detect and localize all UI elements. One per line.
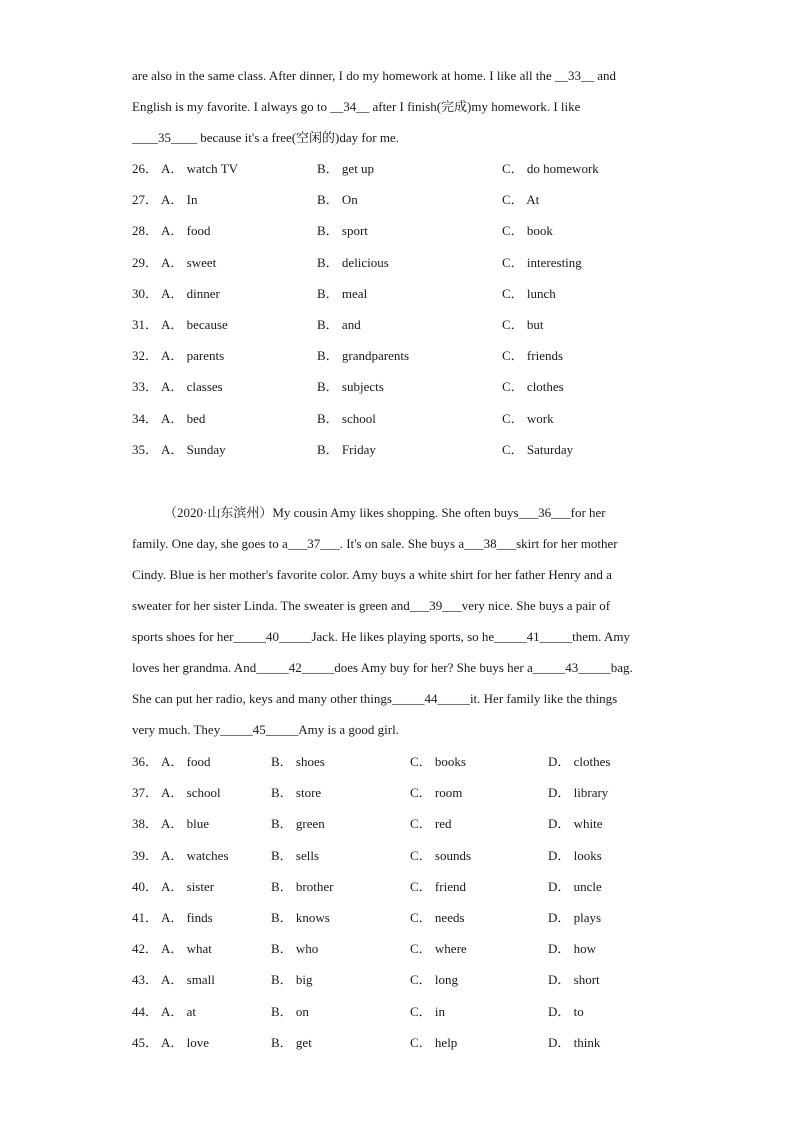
answer-blank: _____44_____ — [391, 691, 470, 706]
question-row — [132, 191, 752, 209]
option-c[interactable]: C． interesting — [502, 254, 582, 270]
passage-line — [132, 597, 610, 615]
answer-blank: ___37___ — [287, 536, 340, 551]
option-b[interactable]: B． On — [317, 192, 358, 208]
option-a[interactable]: A． small — [161, 972, 215, 988]
question-row — [132, 878, 752, 896]
passage-text: very nice. She buys a pair of — [461, 598, 611, 613]
option-c[interactable]: C． clothes — [502, 379, 564, 395]
option-b[interactable]: B． store — [271, 785, 322, 801]
option-a[interactable]: A． bed — [161, 410, 206, 426]
passage-text: family. One day, she goes to a — [132, 536, 288, 551]
question-row — [132, 784, 752, 802]
option-c[interactable]: C． book — [502, 223, 553, 239]
passage-line — [132, 566, 612, 584]
option-a[interactable]: A． blue — [161, 816, 210, 832]
passage-text: sports shoes for her — [132, 629, 234, 644]
question-row — [132, 815, 752, 833]
passage-text: Jack. He likes playing sports, so he — [311, 629, 495, 644]
option-a[interactable]: A． Sunday — [161, 441, 226, 457]
option-c[interactable]: C． but — [502, 317, 544, 332]
option-a[interactable]: A． food — [161, 223, 211, 239]
question-number: 45． — [132, 1034, 159, 1050]
answer-blank: ___38___ — [464, 536, 517, 551]
option-b[interactable]: B． grandparents — [317, 348, 410, 364]
question-number: 36． — [132, 754, 159, 769]
question-number: 26． — [132, 161, 159, 176]
option-a[interactable]: A． watch TV — [161, 161, 239, 176]
passage-line — [132, 67, 616, 85]
passage-line — [132, 690, 617, 708]
question-number: 34． — [132, 410, 159, 426]
question-row — [132, 410, 752, 428]
option-b[interactable]: B． meal — [317, 285, 368, 301]
question-row — [132, 441, 752, 459]
passage-line — [132, 659, 633, 677]
option-c[interactable]: C． At — [502, 192, 540, 208]
option-b[interactable]: B． and — [317, 317, 361, 332]
question-row — [132, 847, 752, 865]
answer-blank: _____45_____ — [220, 722, 299, 737]
option-c[interactable]: C． help — [410, 1034, 458, 1050]
answer-blank: ____35____ — [132, 130, 197, 145]
question-number: 27． — [132, 192, 159, 208]
passage-text: Cindy. Blue is her mother's favorite color. Amy buys a white shirt for her father Henry and a — [132, 567, 612, 582]
question-row — [132, 1034, 752, 1052]
option-c[interactable]: C． do homework — [502, 161, 599, 176]
question-number: 39． — [132, 847, 159, 863]
option-b[interactable]: B． green — [271, 816, 325, 832]
option-a[interactable]: A． at — [161, 1003, 197, 1019]
passage-text: very much. They — [132, 722, 221, 737]
option-c[interactable]: C． where — [410, 941, 467, 957]
option-a[interactable]: A． because — [161, 317, 228, 332]
passage-line — [132, 535, 618, 553]
passage-text: She can put her radio, keys and many other things — [132, 691, 392, 706]
option-d[interactable]: D． white — [548, 816, 603, 832]
option-b[interactable]: B． brother — [271, 878, 334, 894]
passage-line — [132, 129, 399, 147]
question-row — [132, 160, 752, 178]
answer-blank: __34__ — [330, 99, 370, 114]
option-b[interactable]: B． who — [271, 941, 319, 957]
passage-text: and — [593, 68, 616, 83]
option-c[interactable]: C． long — [410, 972, 459, 988]
passage-line — [132, 721, 399, 739]
passage-line — [132, 98, 580, 116]
passage-text: because it's a free(空闲的)day for me. — [197, 130, 399, 145]
answer-blank: ___36___ — [518, 505, 571, 520]
option-b[interactable]: B． big — [271, 972, 313, 988]
passage-text: skirt for her mother — [516, 536, 618, 551]
option-b[interactable]: B． Friday — [317, 441, 376, 457]
option-b[interactable]: B． on — [271, 1003, 309, 1019]
passage-text: after I finish(完成)my homework. I like — [369, 99, 581, 114]
question-number: 28． — [132, 223, 159, 239]
option-c[interactable]: C． lunch — [502, 285, 556, 301]
option-c[interactable]: C． work — [502, 410, 554, 426]
option-b[interactable]: B． knows — [271, 910, 330, 925]
question-row — [132, 316, 752, 334]
option-c[interactable]: C． in — [410, 1003, 446, 1019]
option-a[interactable]: A． watches — [161, 847, 229, 863]
option-d[interactable]: D． looks — [548, 847, 602, 863]
question-number: 41． — [132, 910, 159, 925]
option-d[interactable]: D． library — [548, 785, 609, 801]
option-a[interactable]: A． what — [161, 941, 212, 957]
passage-text: Amy is a good girl. — [298, 722, 399, 737]
option-a[interactable]: A． In — [161, 192, 198, 208]
option-c[interactable]: C． Saturday — [502, 441, 574, 457]
passage-text: does Amy buy for her? She buys her a — [334, 660, 533, 675]
option-c[interactable]: C． red — [410, 816, 452, 832]
passage-text: bag. — [610, 660, 633, 675]
option-b[interactable]: B． sells — [271, 847, 320, 863]
option-a[interactable]: A． classes — [161, 379, 223, 395]
option-c[interactable]: C． sounds — [410, 847, 472, 863]
option-b[interactable]: B． subjects — [317, 379, 384, 395]
passage-text: it. Her family like the things — [469, 691, 618, 706]
question-row — [132, 940, 752, 958]
option-a[interactable]: A． food — [161, 754, 211, 769]
option-d[interactable]: D． plays — [548, 910, 602, 925]
option-d[interactable]: D． short — [548, 972, 600, 988]
option-c[interactable]: C． friends — [502, 348, 564, 364]
option-b[interactable]: B． get — [271, 1034, 312, 1050]
option-c[interactable]: C． room — [410, 785, 463, 801]
passage-text: . It's on sale. She buys a — [339, 536, 465, 551]
question-row — [132, 254, 752, 272]
option-c[interactable]: C． books — [410, 754, 466, 769]
passage-text: for her — [570, 505, 606, 520]
option-b[interactable]: B． school — [317, 410, 376, 426]
answer-blank: _____43_____ — [532, 660, 611, 675]
passage-line — [132, 628, 630, 646]
answer-blank: _____42_____ — [256, 660, 335, 675]
passage-line — [164, 504, 606, 522]
option-a[interactable]: A． sweet — [161, 254, 217, 270]
passage-text: them. Amy — [572, 629, 630, 644]
question-row — [132, 222, 752, 240]
option-a[interactable]: A． finds — [161, 910, 213, 925]
question-number: 29． — [132, 254, 159, 270]
question-number: 42． — [132, 941, 159, 957]
passage-text: loves her grandma. And — [132, 660, 257, 675]
question-row — [132, 971, 752, 989]
question-number: 33． — [132, 379, 159, 395]
option-b[interactable]: B． sport — [317, 223, 368, 239]
question-row — [132, 378, 752, 396]
question-number: 32． — [132, 348, 159, 364]
question-row — [132, 909, 752, 927]
option-c[interactable]: C． friend — [410, 878, 466, 894]
passage-text: English is my favorite. I always go to — [132, 99, 331, 114]
question-row — [132, 347, 752, 365]
option-b[interactable]: B． delicious — [317, 254, 389, 270]
question-number: 38． — [132, 816, 159, 832]
passage-text: sweater for her sister Linda. The sweater is green and — [132, 598, 410, 613]
question-number: 40． — [132, 878, 159, 894]
option-c[interactable]: C． needs — [410, 910, 465, 925]
option-d[interactable]: D． think — [548, 1034, 601, 1050]
question-number: 35． — [132, 441, 159, 457]
option-b[interactable]: B． get up — [317, 161, 375, 176]
question-row — [132, 1003, 752, 1021]
question-number: 30． — [132, 285, 159, 301]
passage-text: are also in the same class. After dinner, I do my homework at home. I like all the — [132, 68, 555, 83]
question-number: 37． — [132, 785, 159, 801]
option-a[interactable]: A． love — [161, 1034, 210, 1050]
answer-blank: __33__ — [554, 68, 594, 83]
option-b[interactable]: B． shoes — [271, 754, 325, 769]
question-row — [132, 753, 752, 771]
passage-text: （2020·山东滨州）My cousin Amy likes shopping. She often buys — [164, 505, 519, 520]
question-number: 44． — [132, 1003, 159, 1019]
answer-blank: _____41_____ — [494, 629, 573, 644]
option-d[interactable]: D． clothes — [548, 754, 611, 769]
question-number: 43． — [132, 972, 159, 988]
option-a[interactable]: A． dinner — [161, 285, 220, 301]
option-a[interactable]: A． sister — [161, 878, 215, 894]
option-d[interactable]: D． to — [548, 1003, 584, 1019]
option-a[interactable]: A． parents — [161, 348, 225, 364]
option-d[interactable]: D． how — [548, 941, 597, 957]
question-row — [132, 285, 752, 303]
answer-blank: _____40_____ — [233, 629, 312, 644]
option-d[interactable]: D． uncle — [548, 878, 602, 894]
option-a[interactable]: A． school — [161, 785, 221, 801]
answer-blank: ___39___ — [409, 598, 462, 613]
question-number: 31． — [132, 317, 159, 332]
